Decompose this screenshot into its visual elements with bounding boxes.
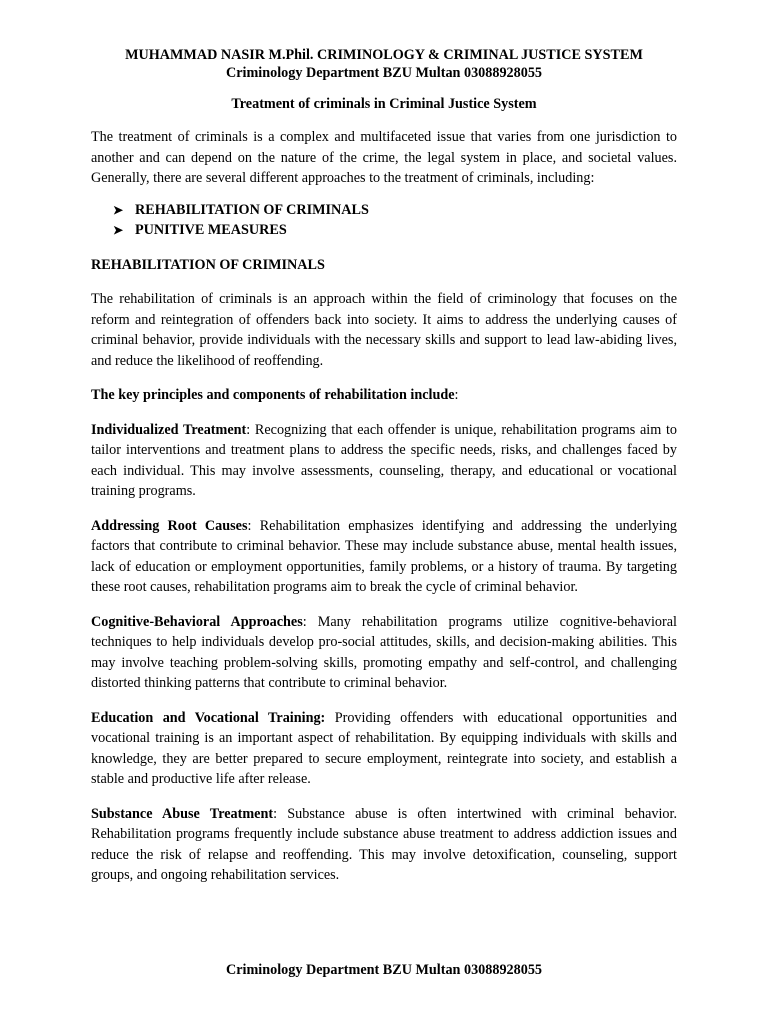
principle-separator: : [273,805,288,822]
principles-heading-tail: : [454,387,459,403]
author-header: MUHAMMAD NASIR M.Phil. CRIMINOLOGY & CRIMINAL JUSTICE SYSTEM [125,47,643,63]
list-item [113,200,677,221]
principle-paragraph [91,420,677,502]
list-item-label: PUNITIVE MEASURES [135,222,287,238]
principle-term: Individualized Treatment [91,421,247,438]
page-footer: Criminology Department BZU Multan 03088928055 [225,962,543,978]
list-item [113,220,677,241]
principle-term: Education and Vocational Training: [91,709,326,726]
arrow-bullet-icon: ➤ [113,223,124,237]
document-page [91,46,677,886]
list-item-label: REHABILITATION OF CRIMINALS [135,201,369,218]
principle-paragraph [91,516,677,598]
principle-separator [325,710,334,726]
department-header: Criminology Department BZU Multan 03088928055 [225,65,543,81]
principle-text: Rehabilitation emphasizes identifying and addressing the underlying factors that contribute to criminal behavior. These may include substance abuse, mental health issues, lack of education or employment opportunities, family problems, or a history of trauma. By targeting these root causes, rehabilitation programs aim to break the cycle of criminal behavior. [91,517,678,595]
principle-separator: : [302,613,318,630]
arrow-bullet-icon: ➤ [113,202,124,217]
principles-heading-bold: The key principles and components of rehabilitation include [91,387,455,403]
principle-text: Substance abuse is often intertwined with criminal behavior. Rehabilitation programs frequently include substance abuse treatment to address addiction issues and reduce the risk of relapse and reoffending. This may involve detoxification, counseling, support groups, and ongoing rehabilitation services. [91,805,677,883]
principle-paragraph [91,708,677,790]
principle-term: Addressing Root Causes [91,517,248,534]
principle-separator: : [247,517,260,534]
principle-text: Many rehabilitation programs utilize cognitive-behavioral techniques to help individuals develop pro-social attitudes, skills, and decision-making abilities. This may involve teaching problem-solving skills, promoting empathy and self-control, and challenging distorted thinking patterns that contribute to criminal behavior. [91,613,677,691]
intro-paragraph: The treatment of criminals is a complex and multifaceted issue that varies from one jurisdiction to another and can depend on the nature of the crime, the legal system in place, and societal values. Generally, there are several different approaches to the treatment of criminals, including: [91,129,677,186]
principle-text: Providing offenders with educational opportunities and vocational training is an important aspect of rehabilitation. By equipping individuals with skills and knowledge, they are better prepared to secure employment, reintegrate into society, and establish a stable and productive life after release. [91,709,678,787]
principle-paragraph [91,804,677,886]
approach-list [91,200,677,241]
rehab-intro-paragraph: The rehabilitation of criminals is an approach within the field of criminology that focuses on the reform and reintegration of offenders back into society. It aims to address the underlying causes of criminal behavior, provide individuals with the necessary skills and support to lead law-abiding lives, and reduce the likelihood of reoffending. [91,291,677,369]
principle-separator: : [246,421,255,438]
principle-term: Substance Abuse Treatment [91,805,274,822]
principle-term: Cognitive-Behavioral Approaches [91,613,303,630]
principle-paragraph [91,612,677,694]
principle-text: Recognizing that each offender is unique, rehabilitation programs aim to tailor interventions and treatment plans to address the specific needs, risks, and challenges faced by each individual. This may involve assessments, counseling, therapy, and educational or vocational training programs. [91,421,677,499]
principles-heading [91,385,677,406]
document-title: Treatment of criminals in Criminal Justice System [231,96,537,112]
section-heading: REHABILITATION OF CRIMINALS [91,256,325,273]
